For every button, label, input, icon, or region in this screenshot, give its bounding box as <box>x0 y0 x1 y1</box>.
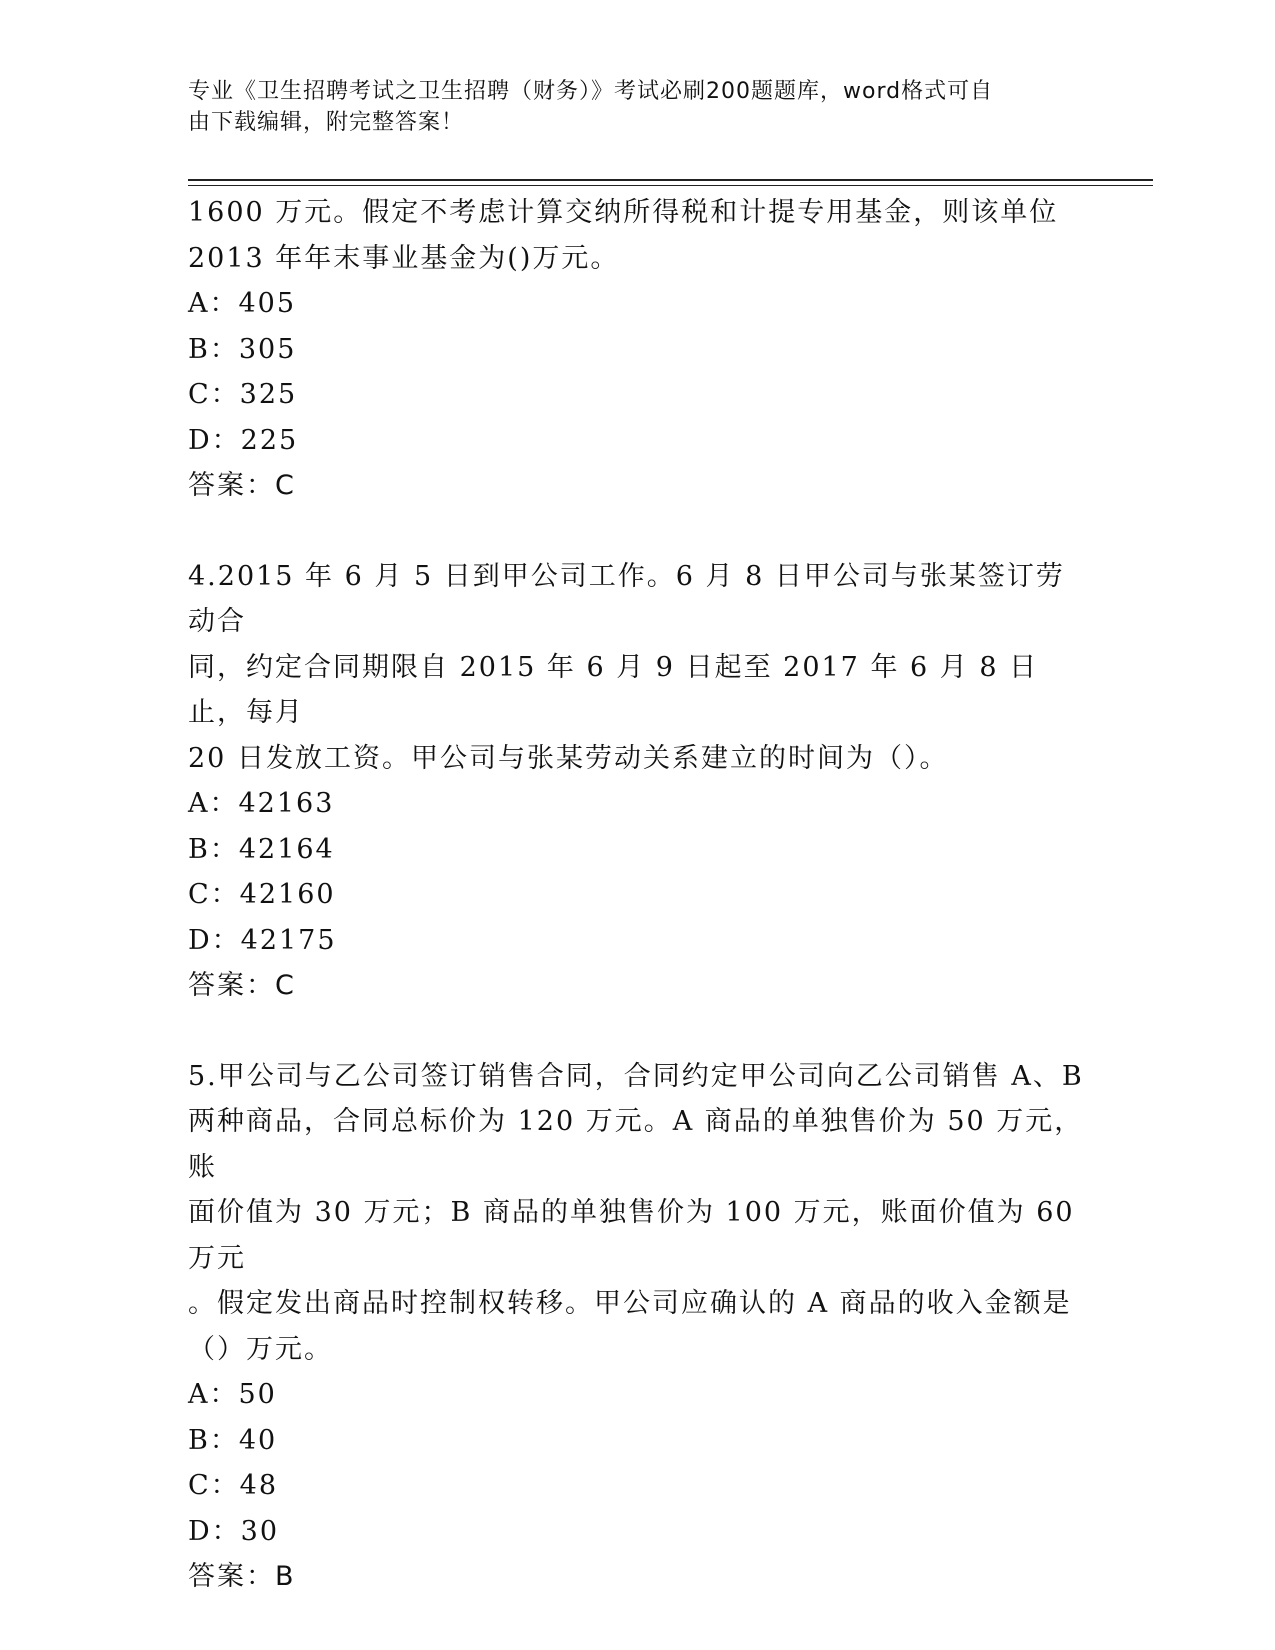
question-text-line: 同，约定合同期限自 2015 年 6 月 9 日起至 2017 年 6 月 8 日止，每月 <box>188 651 1039 728</box>
question-text-line: 。假定发出商品时控制权转移。甲公司应确认的 A 商品的收入金额是 <box>188 1288 1072 1319</box>
option-c: C：42160 <box>188 879 336 910</box>
answer-line: 答案：C <box>188 970 296 1001</box>
question-text-line: 面价值为 30 万元；B 商品的单独售价为 100 万元，账面价值为 60 万元 <box>188 1197 1086 1274</box>
question-4 <box>188 554 1088 1009</box>
option-b: B：42164 <box>188 833 335 865</box>
question-3-continued <box>188 190 1088 509</box>
question-text-line: 20 日发放工资。甲公司与张某劳动关系建立的时间为（）。 <box>188 742 949 774</box>
header-divider-thick <box>188 179 1153 181</box>
question-list <box>188 190 1088 1600</box>
question-text-line: （）万元。 <box>188 1333 333 1365</box>
question-text-line: 5.甲公司与乙公司签订销售合同，合同约定甲公司向乙公司销售 A、B <box>188 1060 1084 1092</box>
option-d: D：30 <box>188 1515 280 1547</box>
option-a: A：42163 <box>188 788 335 819</box>
option-c: C：48 <box>188 1470 279 1501</box>
question-text-line: 4.2015 年 6 月 5 日到甲公司工作。6 月 8 日甲公司与张某签订劳动合 <box>188 560 1065 637</box>
option-a: A：50 <box>188 1379 277 1410</box>
option-b: B：40 <box>188 1424 278 1456</box>
header-line-1: 专业《卫生招聘考试之卫生招聘（财务）》考试必刷200题题库，word格式可自 <box>188 79 994 104</box>
option-d: D：225 <box>188 424 299 456</box>
question-spacer <box>188 509 1088 554</box>
question-text-line: 2013 年年末事业基金为()万元。 <box>188 242 620 274</box>
question-5 <box>188 1054 1088 1600</box>
answer-line: 答案：C <box>188 470 296 501</box>
option-a: A：405 <box>188 288 297 319</box>
answer-line: 答案：B <box>188 1561 296 1592</box>
option-b: B：305 <box>188 333 297 365</box>
option-d: D：42175 <box>188 924 337 956</box>
question-text-line: 两种商品，合同总标价为 120 万元。A 商品的单独售价为 50 万元，账 <box>188 1106 1084 1183</box>
question-spacer <box>188 1009 1088 1054</box>
option-c: C：325 <box>188 379 298 410</box>
header-line-2: 由下载编辑，附完整答案！ <box>188 110 465 135</box>
question-text-line: 1600 万元。假定不考虑计算交纳所得税和计提专用基金，则该单位 <box>188 197 1059 228</box>
document-header <box>188 76 1068 138</box>
header-divider-thin <box>188 185 1153 186</box>
